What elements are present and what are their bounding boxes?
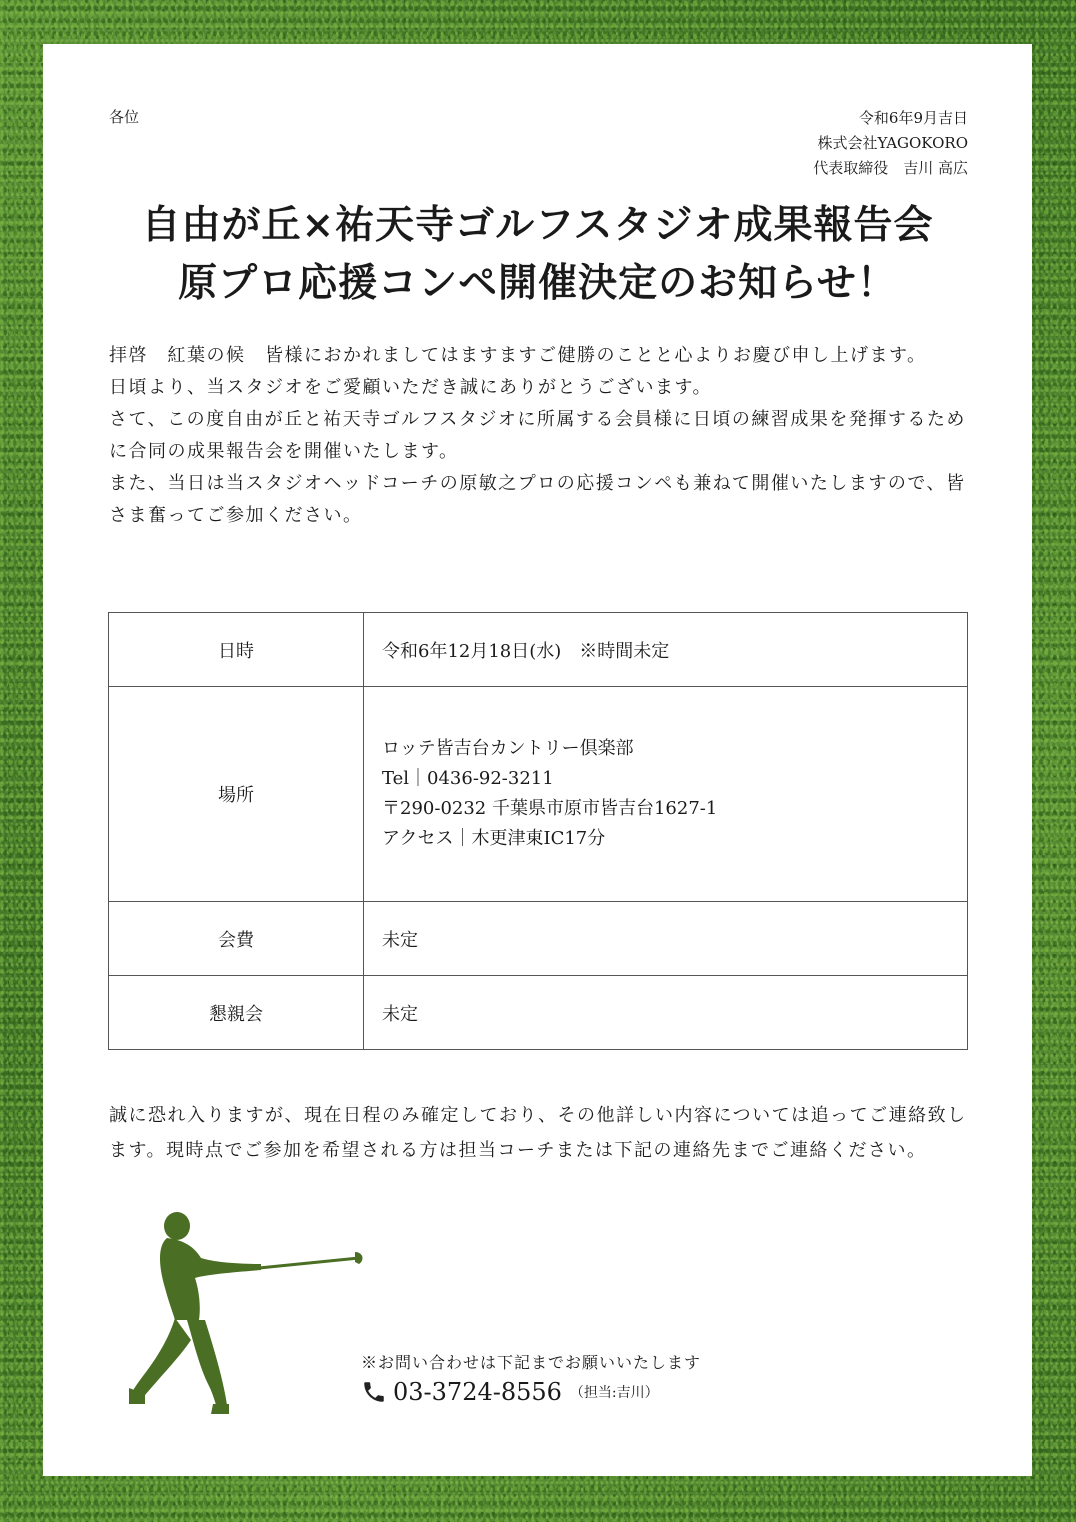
party-value: 未定 [364,976,968,1050]
venue-access: アクセス｜木更津東IC17分 [382,828,606,849]
table-row-venue [109,687,968,902]
body-paragraph-invitation: また、当日は当スタジオヘッドコーチの原敏之プロの応援コンペも兼ねて開催いたしますので、皆さま奮ってご参加ください。 [109,473,966,526]
date-value: 令和6年12月18日(水) ※時間未定 [364,613,968,687]
venue-tel: Tel｜0436-92-3211 [382,768,554,789]
date-label: 日時 [109,613,364,687]
closing-text: 誠に恐れ入りますが、現在日程のみ確定しており、その他詳しい内容については追ってご連絡致します。現時点でご参加を希望される方は担当コーチまたは下記の連絡先までご連絡ください。 [109,1105,967,1161]
body-text [109,340,969,532]
body-paragraph-announcement: さて、この度自由が丘と祐天寺ゴルフスタジオに所属する会員様に日頃の練習成果を発揮するために合同の成果報告会を開催いたします。 [109,409,966,462]
document-paper [43,44,1032,1476]
company-name: 株式会社YAGOKORO [817,134,968,152]
venue-label: 場所 [109,687,364,902]
representative-name: 代表取締役 吉川 高広 [813,159,968,177]
phone-icon [361,1379,387,1405]
sender-block [813,106,968,181]
venue-address: 〒290-0232 千葉県市原市皆吉台1627-1 [382,798,718,819]
document-title [43,196,1032,312]
addressee: 各位 [109,108,140,126]
body-paragraph-greeting: 拝啓 紅葉の候 皆様におかれましてはますますご健勝のことと心よりお慶び申し上げます。 [109,345,927,366]
title-line-1: 自由が丘×祐天寺ゴルフスタジオ成果報告会 [141,202,934,248]
table-row-party [109,976,968,1050]
table-row-fee [109,902,968,976]
fee-value: 未定 [364,902,968,976]
venue-value [364,687,968,902]
golfer-silhouette-icon [129,1208,369,1428]
fee-label: 会費 [109,902,364,976]
event-info-table [108,612,968,1050]
venue-name: ロッテ皆吉台カントリー倶楽部 [382,738,634,759]
table-row-date [109,613,968,687]
title-line-2: 原プロ応援コンペ開催決定のお知らせ！ [178,260,897,306]
phone-contact-person: （担当:吉川） [569,1385,659,1401]
body-paragraph-thanks: 日頃より、当スタジオをご愛顧いただき誠にありがとうございます。 [109,377,713,398]
contact-phone-row [361,1378,659,1406]
contact-note: ※お問い合わせは下記までお願いいたします [361,1353,702,1372]
phone-number: 03-3724-8556 [393,1378,562,1406]
issue-date: 令和6年9月吉日 [858,109,968,127]
party-label: 懇親会 [109,976,364,1050]
